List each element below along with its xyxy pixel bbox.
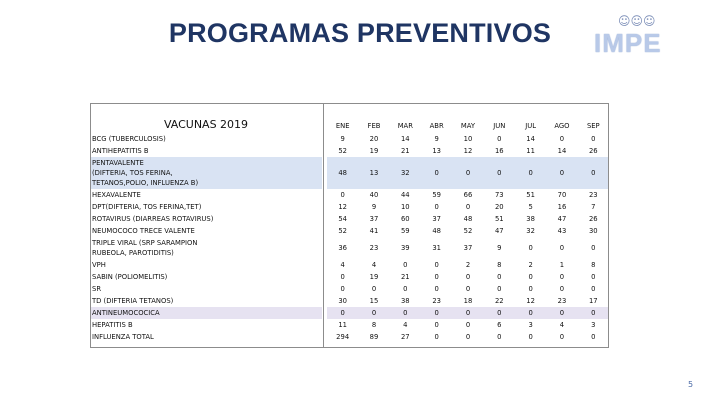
vaccine-name (90, 225, 322, 237)
dose-count-cell: 3 (578, 319, 609, 331)
vaccine-name-line: ANTINEUMOCOCICA (92, 309, 160, 317)
dose-count-cell: 40 (358, 189, 389, 201)
vaccine-name (90, 307, 322, 319)
dose-count-cell: 0 (546, 133, 577, 145)
dose-count-cell: 8 (484, 259, 515, 271)
dose-count-cell: 2 (515, 259, 546, 271)
dose-count-cell: 8 (578, 259, 609, 271)
dose-count-cell: 27 (390, 331, 421, 343)
dose-count-cell: 0 (515, 271, 546, 283)
table-heading: VACUNAS 2019 (90, 103, 322, 133)
month-header: SEP (578, 103, 609, 133)
dose-count-cell: 37 (421, 213, 452, 225)
dose-count-cell: 11 (515, 145, 546, 157)
dose-count-cell: 21 (390, 271, 421, 283)
dose-count-cell: 0 (327, 271, 358, 283)
dose-count-cell: 0 (421, 157, 452, 189)
dose-count-cell: 0 (578, 307, 609, 319)
vaccine-name (90, 237, 322, 259)
dose-count-cell: 0 (452, 271, 483, 283)
dose-count-cell: 59 (421, 189, 452, 201)
vaccine-name (90, 295, 322, 307)
dose-count-cell: 30 (327, 295, 358, 307)
vaccine-name (90, 319, 322, 331)
table-row (90, 259, 609, 271)
dose-count-cell: 0 (421, 271, 452, 283)
vaccine-name (90, 331, 322, 343)
page-number: 5 (688, 380, 694, 389)
dose-count-cell: 0 (421, 319, 452, 331)
dose-count-cell: 0 (546, 271, 577, 283)
vaccine-name-line: ANTIHEPATITIS B (92, 147, 149, 155)
vaccine-name-line: ROTAVIRUS (DIARREAS ROTAVIRUS) (92, 215, 214, 223)
dose-count-cell: 0 (421, 283, 452, 295)
vaccine-name (90, 259, 322, 271)
table-row (90, 283, 609, 295)
table-row (90, 133, 609, 145)
dose-count-cell: 8 (358, 319, 389, 331)
dose-count-cell: 16 (546, 201, 577, 213)
dose-count-cell: 70 (546, 189, 577, 201)
dose-count-cell: 0 (452, 331, 483, 343)
vaccine-name (90, 145, 322, 157)
dose-count-cell: 0 (484, 331, 515, 343)
dose-count-cell: 14 (515, 133, 546, 145)
table-row (90, 237, 609, 259)
month-header: JUN (484, 103, 515, 133)
dose-count-cell: 0 (484, 271, 515, 283)
vaccine-name (90, 189, 322, 201)
dose-count-cell: 0 (578, 133, 609, 145)
table-divider (323, 103, 324, 348)
dose-count-cell: 0 (421, 259, 452, 271)
vaccine-name-line: (DIFTERIA, TOS FERINA, (92, 169, 173, 177)
dose-count-cell: 38 (515, 213, 546, 225)
dose-count-cell: 0 (578, 271, 609, 283)
dose-count-cell: 14 (390, 133, 421, 145)
people-figures-icon: ☺☺☺ (618, 14, 656, 28)
dose-count-cell: 0 (358, 283, 389, 295)
dose-count-cell: 12 (515, 295, 546, 307)
dose-count-cell: 0 (484, 283, 515, 295)
dose-count-cell: 23 (421, 295, 452, 307)
vaccine-name-line: BCG (TUBERCULOSIS) (92, 135, 166, 143)
vaccine-name (90, 271, 322, 283)
dose-count-cell: 2 (452, 259, 483, 271)
dose-count-cell: 0 (390, 283, 421, 295)
dose-count-cell: 37 (358, 213, 389, 225)
vaccine-name-line: RUBEOLA, PAROTIDITIS) (92, 249, 174, 257)
vaccine-name-line: NEUMOCOCO TRECE VALENTE (92, 227, 195, 235)
table-row (90, 213, 609, 225)
vaccine-name-line: TETANOS,POLIO, INFLUENZA B) (92, 179, 199, 187)
dose-count-cell: 0 (515, 331, 546, 343)
dose-count-cell: 0 (546, 237, 577, 259)
dose-count-cell: 54 (327, 213, 358, 225)
dose-count-cell: 13 (421, 145, 452, 157)
dose-count-cell: 0 (390, 259, 421, 271)
dose-count-cell: 0 (546, 331, 577, 343)
dose-count-cell: 294 (327, 331, 358, 343)
dose-count-cell: 9 (358, 201, 389, 213)
dose-count-cell: 0 (515, 157, 546, 189)
dose-count-cell: 3 (515, 319, 546, 331)
dose-count-cell: 0 (578, 283, 609, 295)
table-row (90, 295, 609, 307)
dose-count-cell: 9 (421, 133, 452, 145)
table-header-row (90, 103, 609, 133)
vaccine-name-line: TD (DIFTERIA TETANOS) (92, 297, 174, 305)
dose-count-cell: 36 (327, 237, 358, 259)
dose-count-cell: 0 (546, 283, 577, 295)
dose-count-cell: 26 (578, 213, 609, 225)
dose-count-cell: 0 (421, 331, 452, 343)
month-header: AGO (546, 103, 577, 133)
dose-count-cell: 0 (421, 201, 452, 213)
dose-count-cell: 32 (515, 225, 546, 237)
dose-count-cell: 4 (327, 259, 358, 271)
dose-count-cell: 9 (327, 133, 358, 145)
dose-count-cell: 47 (484, 225, 515, 237)
month-header: JUL (515, 103, 546, 133)
dose-count-cell: 0 (452, 307, 483, 319)
table-row (90, 201, 609, 213)
dose-count-cell: 0 (484, 133, 515, 145)
dose-count-cell: 89 (358, 331, 389, 343)
vaccine-name (90, 283, 322, 295)
dose-count-cell: 52 (452, 225, 483, 237)
table-row (90, 157, 609, 189)
dose-count-cell: 0 (484, 307, 515, 319)
vaccine-name-line: SR (92, 285, 102, 293)
vaccine-name-line: HEXAVALENTE (92, 191, 141, 199)
dose-count-cell: 26 (578, 145, 609, 157)
dose-count-cell: 18 (452, 295, 483, 307)
table-row (90, 189, 609, 201)
dose-count-cell: 20 (358, 133, 389, 145)
dose-count-cell: 0 (578, 331, 609, 343)
vaccine-name-line: PENTAVALENTE (92, 159, 144, 167)
vaccine-name-line: DPT(DIFTERIA, TOS FERINA,TET) (92, 203, 202, 211)
dose-count-cell: 0 (358, 307, 389, 319)
dose-count-cell: 48 (452, 213, 483, 225)
impe-logo (594, 14, 664, 58)
vaccine-name (90, 133, 322, 145)
dose-count-cell: 48 (327, 157, 358, 189)
dose-count-cell: 0 (452, 201, 483, 213)
dose-count-cell: 10 (390, 201, 421, 213)
vaccine-name (90, 201, 322, 213)
table-row (90, 271, 609, 283)
dose-count-cell: 0 (327, 307, 358, 319)
dose-count-cell: 0 (578, 237, 609, 259)
table-row (90, 145, 609, 157)
dose-count-cell: 20 (484, 201, 515, 213)
dose-count-cell: 0 (515, 237, 546, 259)
dose-count-cell: 0 (452, 319, 483, 331)
dose-count-cell: 43 (546, 225, 577, 237)
dose-count-cell: 60 (390, 213, 421, 225)
dose-count-cell: 7 (578, 201, 609, 213)
dose-count-cell: 0 (327, 283, 358, 295)
dose-count-cell: 0 (546, 307, 577, 319)
dose-count-cell: 4 (546, 319, 577, 331)
table-row (90, 331, 609, 343)
vaccine-name-line: HEPATITIS B (92, 321, 133, 329)
month-header: MAR (390, 103, 421, 133)
dose-count-cell: 4 (358, 259, 389, 271)
dose-count-cell: 41 (358, 225, 389, 237)
dose-count-cell: 0 (484, 157, 515, 189)
dose-count-cell: 0 (390, 307, 421, 319)
dose-count-cell: 23 (578, 189, 609, 201)
dose-count-cell: 4 (390, 319, 421, 331)
dose-count-cell: 37 (452, 237, 483, 259)
dose-count-cell: 51 (515, 189, 546, 201)
dose-count-cell: 11 (327, 319, 358, 331)
vaccine-name (90, 157, 322, 189)
dose-count-cell: 0 (515, 307, 546, 319)
dose-count-cell: 31 (421, 237, 452, 259)
dose-count-cell: 0 (452, 157, 483, 189)
dose-count-cell: 14 (546, 145, 577, 157)
dose-count-cell: 23 (358, 237, 389, 259)
vaccine-name-line: INFLUENZA TOTAL (92, 333, 154, 341)
dose-count-cell: 48 (421, 225, 452, 237)
dose-count-cell: 0 (546, 157, 577, 189)
dose-count-cell: 38 (390, 295, 421, 307)
dose-count-cell: 51 (484, 213, 515, 225)
dose-count-cell: 13 (358, 157, 389, 189)
dose-count-cell: 73 (484, 189, 515, 201)
table-row (90, 225, 609, 237)
dose-count-cell: 16 (484, 145, 515, 157)
dose-count-cell: 5 (515, 201, 546, 213)
dose-count-cell: 17 (578, 295, 609, 307)
dose-count-cell: 19 (358, 145, 389, 157)
dose-count-cell: 12 (327, 201, 358, 213)
page-title: PROGRAMAS PREVENTIVOS (168, 18, 552, 48)
dose-count-cell: 32 (390, 157, 421, 189)
dose-count-cell: 44 (390, 189, 421, 201)
vaccine-name-line: VPH (92, 261, 106, 269)
vaccine-name-line: SABIN (POLIOMELITIS) (92, 273, 168, 281)
dose-count-cell: 21 (390, 145, 421, 157)
dose-count-cell: 12 (452, 145, 483, 157)
month-header: ENE (327, 103, 358, 133)
dose-count-cell: 52 (327, 145, 358, 157)
dose-count-cell: 23 (546, 295, 577, 307)
dose-count-cell: 39 (390, 237, 421, 259)
dose-count-cell: 1 (546, 259, 577, 271)
dose-count-cell: 9 (484, 237, 515, 259)
dose-count-cell: 22 (484, 295, 515, 307)
dose-count-cell: 0 (452, 283, 483, 295)
dose-count-cell: 0 (578, 157, 609, 189)
table-row (90, 319, 609, 331)
dose-count-cell: 15 (358, 295, 389, 307)
dose-count-cell: 19 (358, 271, 389, 283)
vaccine-name-line: TRIPLE VIRAL (SRP SARAMPION (92, 239, 198, 247)
month-header: MAY (452, 103, 483, 133)
dose-count-cell: 0 (327, 189, 358, 201)
dose-count-cell: 52 (327, 225, 358, 237)
dose-count-cell: 6 (484, 319, 515, 331)
vaccines-table (90, 103, 609, 343)
dose-count-cell: 0 (515, 283, 546, 295)
dose-count-cell: 30 (578, 225, 609, 237)
dose-count-cell: 59 (390, 225, 421, 237)
month-header: FEB (358, 103, 389, 133)
dose-count-cell: 10 (452, 133, 483, 145)
vaccine-name (90, 213, 322, 225)
dose-count-cell: 0 (421, 307, 452, 319)
table-row (90, 307, 609, 319)
dose-count-cell: 66 (452, 189, 483, 201)
month-header: ABR (421, 103, 452, 133)
dose-count-cell: 47 (546, 213, 577, 225)
logo-text: IMPE (594, 28, 662, 58)
